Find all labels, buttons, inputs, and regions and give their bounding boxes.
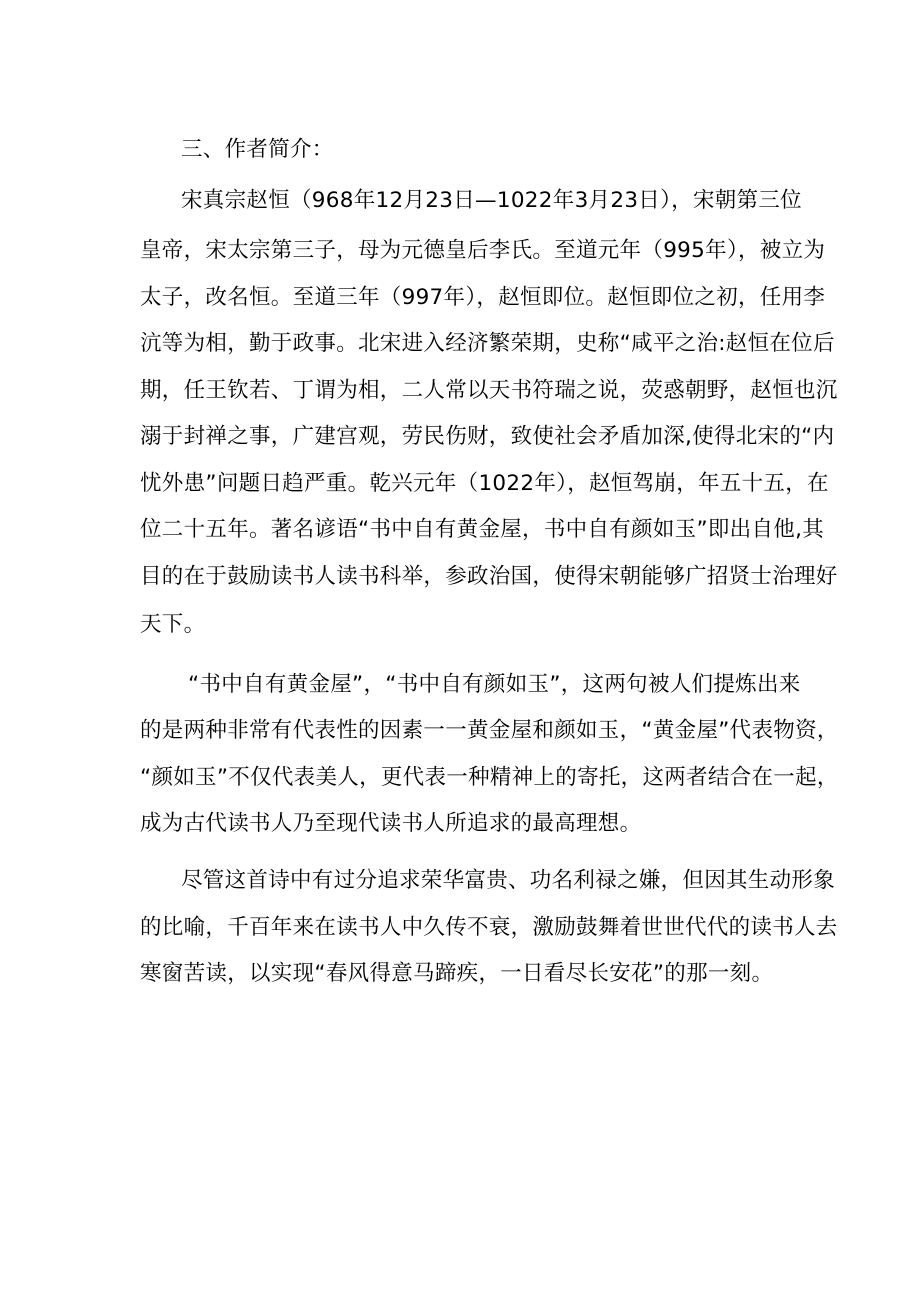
paragraph-line: 期，任王钦若、丁谓为相，二人常以天书符瑞之说，荧惑朝野，赵恒也沉 bbox=[140, 378, 838, 403]
paragraph-line: 的比喻，千百年来在读书人中久传不衰，激励鼓舞着世世代代的读书人去 bbox=[140, 915, 838, 940]
paragraph-line: 皇帝，宋太宗第三子，母为元德皇后李氏。至道元年（995年），被立为 bbox=[140, 238, 826, 263]
paragraph-line: 的是两种非常有代表性的因素一一黄金屋和颜如玉，“黄金屋”代表物资， bbox=[140, 718, 839, 743]
paragraph-line: 尽管这首诗中有过分追求荣华富贵、功名利禄之嫌，但因其生动形象 bbox=[181, 868, 836, 893]
paragraph-line: 沆等为相，勤于政事。北宋进入经济繁荣期，史称“咸平之治:赵恒在位后 bbox=[140, 331, 835, 356]
paragraph-line: “颜如玉”不仅代表美人，更代表一种精神上的寄托，这两者结合在一起， bbox=[140, 765, 839, 790]
section-heading: 三、作者简介： bbox=[181, 137, 334, 162]
paragraph-line: 忧外患”问题日趋严重。乾兴元年（1022年），赵恒驾崩，年五十五，在 bbox=[140, 471, 829, 496]
paragraph-line: 溺于封禅之事，广建宫观，劳民伤财，致使社会矛盾加深,使得北宋的“内 bbox=[140, 424, 835, 449]
paragraph-line: 天下。 bbox=[140, 612, 206, 637]
paragraph-line: 太子，改名恒。至道三年（997年），赵恒即位。赵恒即位之初，任用李 bbox=[140, 285, 826, 310]
paragraph-line: 成为古代读书人乃至现代读书人所追求的最高理想。 bbox=[140, 811, 642, 836]
paragraph-line: “书中自有黄金屋”，“书中自有颜如玉”，这两句被人们提炼出来 bbox=[188, 672, 801, 697]
paragraph-line: 寒窗苦读，以实现“春风得意马蹄疾，一日看尽长安花”的那一刻。 bbox=[140, 961, 774, 986]
paragraph-line: 目的在于鼓励读书人读书科举，参政治国，使得宋朝能够广招贤士治理好 bbox=[140, 564, 838, 589]
paragraph-line: 宋真宗赵恒（968年12月23日—1022年3月23日），宋朝第三位 bbox=[181, 188, 802, 213]
paragraph-line: 位二十五年。著名谚语“书中自有黄金屋，书中自有颜如玉”即出自他,其 bbox=[140, 517, 825, 542]
